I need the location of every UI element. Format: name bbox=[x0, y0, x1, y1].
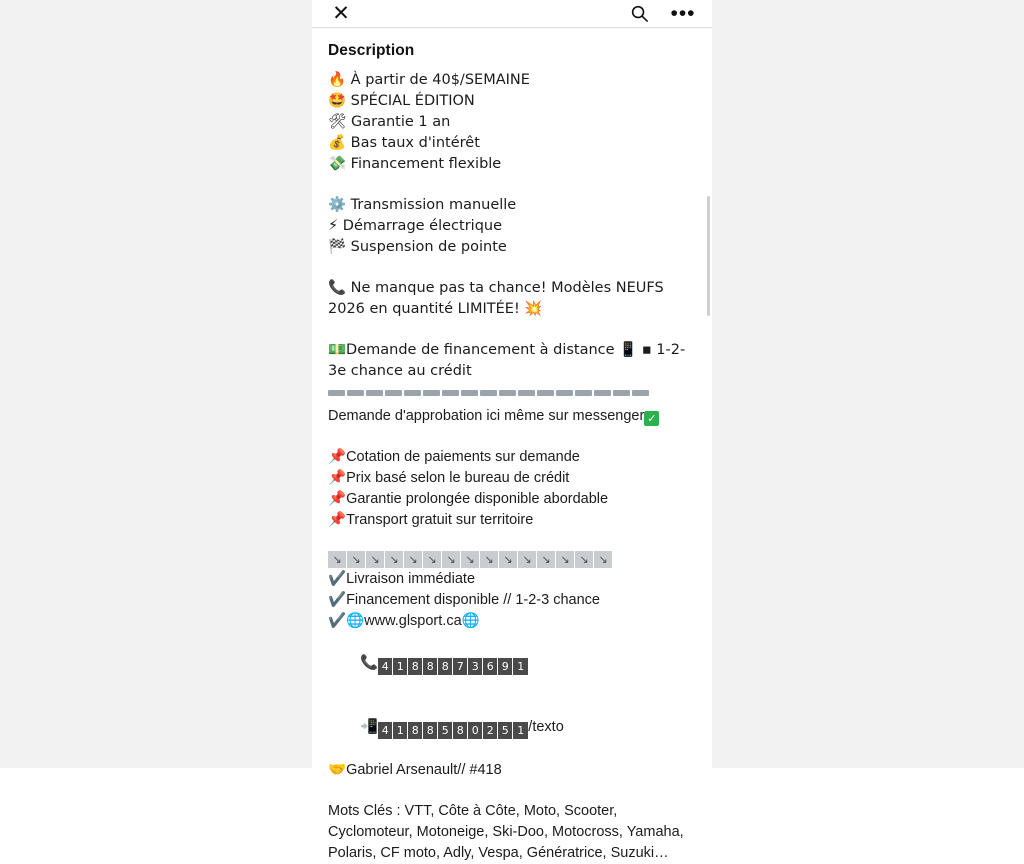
keycap-digit: 1 bbox=[393, 722, 408, 739]
arrow-down-right-icon: ↘ bbox=[575, 551, 593, 568]
keycap-digit: 4 bbox=[378, 722, 393, 739]
spec-line: 🏁 Suspension de pointe bbox=[328, 239, 507, 255]
keycap-digit: 1 bbox=[393, 658, 408, 675]
spec-line: ⚡ Démarrage électrique bbox=[328, 218, 503, 234]
arrow-down-right-icon: ↘ bbox=[556, 551, 574, 568]
bullet-line bbox=[328, 510, 696, 531]
promo-line: 🤩 SPÉCIAL ÉDITION bbox=[328, 93, 475, 109]
promo-line: 🛠 Garantie 1 an bbox=[328, 114, 451, 130]
promo-line: 💰 Bas taux d'intérêt bbox=[328, 135, 480, 151]
arrow-down-right-icon: ↘ bbox=[385, 551, 403, 568]
keycap-digit: 8 bbox=[423, 658, 438, 675]
keycap-digit: 5 bbox=[498, 722, 513, 739]
more-options-icon[interactable] bbox=[670, 1, 696, 27]
description-content bbox=[312, 28, 712, 864]
keycap-digit: 0 bbox=[468, 722, 483, 739]
phone-icon: 📞 bbox=[360, 655, 379, 671]
urgency-text: 📞 Ne manque pas ta chance! Modèles NEUFS 2026 en quantité LIMITÉE! 💥 bbox=[328, 280, 669, 317]
spacer bbox=[328, 531, 696, 551]
globe-icon: 🌐 bbox=[461, 613, 480, 629]
arrow-down-right-icon: ↘ bbox=[499, 551, 517, 568]
messenger-text: Demande d'approbation ici même sur messenger bbox=[328, 408, 645, 424]
arrow-down-right-icon: ↘ bbox=[347, 551, 365, 568]
green-check-icon: ✓ bbox=[644, 411, 659, 426]
financing-text: 💵Demande de financement à distance 📱 ▪ 1-2-3e chance au crédit bbox=[328, 342, 686, 379]
keycap-digit: 3 bbox=[468, 658, 483, 675]
check-mark-icon: ✔️ bbox=[328, 592, 347, 608]
pushpin-icon: 📌 bbox=[328, 449, 347, 465]
bullet-label: Cotation de paiements sur demande bbox=[346, 449, 580, 465]
check-label: Financement disponible // 1-2-3 chance bbox=[346, 592, 600, 608]
keycap-digit: 7 bbox=[453, 658, 468, 675]
promo-line: 💸 Financement flexible bbox=[328, 156, 502, 172]
globe-icon: 🌐 bbox=[346, 613, 365, 629]
phone-secondary-line[interactable] bbox=[328, 696, 696, 760]
pushpin-icon: 📌 bbox=[328, 470, 347, 486]
check-mark-icon: ✔️ bbox=[328, 571, 347, 587]
promo-list bbox=[328, 70, 696, 175]
arrow-down-right-icon: ↘ bbox=[328, 551, 346, 568]
handshake-icon: 🤝 bbox=[328, 762, 347, 778]
check-line bbox=[328, 569, 696, 590]
contact-line bbox=[328, 760, 696, 781]
bullet-list bbox=[328, 447, 696, 531]
keycap-digit: 8 bbox=[453, 722, 468, 739]
keycap-digit: 8 bbox=[423, 722, 438, 739]
spacer bbox=[328, 175, 696, 195]
keycap-digit: 1 bbox=[513, 658, 528, 675]
contact-name: Gabriel Arsenault// #418 bbox=[346, 762, 502, 778]
website-line[interactable] bbox=[328, 611, 696, 632]
keycap-digit: 8 bbox=[408, 722, 423, 739]
promo-line: 🔥 À partir de 40$/SEMAINE bbox=[328, 72, 530, 88]
topbar-right-group bbox=[626, 1, 696, 27]
spec-list bbox=[328, 195, 696, 258]
page-title: Description bbox=[328, 42, 415, 59]
arrow-down-right-icon: ↘ bbox=[423, 551, 441, 568]
spacer bbox=[328, 258, 696, 278]
phone-secondary-keycaps[interactable] bbox=[378, 722, 528, 739]
phone-primary-keycaps[interactable] bbox=[378, 658, 528, 675]
keycap-digit: 8 bbox=[408, 658, 423, 675]
arrow-down-right-icon: ↘ bbox=[366, 551, 384, 568]
search-icon[interactable] bbox=[626, 1, 652, 27]
arrow-down-right-icon: ↘ bbox=[461, 551, 479, 568]
arrow-down-right-icon: ↘ bbox=[442, 551, 460, 568]
keycap-digit: 6 bbox=[483, 658, 498, 675]
keywords-text: Mots Clés : VTT, Côte à Côte, Moto, Scooter, Cyclomoteur, Motoneige, Ski-Doo, Motocross, Yamaha, Polaris, CF moto, Adly, Vespa, Génératrice, Suzuki… bbox=[328, 803, 684, 861]
arrow-down-right-icon: ↘ bbox=[518, 551, 536, 568]
check-mark-icon: ✔️ bbox=[328, 613, 347, 629]
keycap-digit: 5 bbox=[438, 722, 453, 739]
close-glyph: ✕ bbox=[332, 2, 350, 25]
spec-line: ⚙️ Transmission manuelle bbox=[328, 197, 517, 213]
scrollbar[interactable] bbox=[707, 196, 710, 316]
top-bar bbox=[312, 0, 712, 28]
arrow-down-right-icon: ↘ bbox=[404, 551, 422, 568]
more-dots-glyph: ••• bbox=[670, 1, 696, 25]
bullet-label: Garantie prolongée disponible abordable bbox=[346, 491, 609, 507]
spacer bbox=[328, 320, 696, 340]
arrow-down-right-icon: ↘ bbox=[480, 551, 498, 568]
texto-label: /texto bbox=[528, 719, 564, 735]
messenger-line bbox=[328, 406, 696, 427]
keycap-digit: 9 bbox=[498, 658, 513, 675]
bullet-label: Transport gratuit sur territoire bbox=[346, 512, 534, 528]
bullet-line bbox=[328, 468, 696, 489]
keycap-digit: 1 bbox=[513, 722, 528, 739]
listing-panel bbox=[312, 0, 712, 861]
arrow-down-right-icon: ↘ bbox=[594, 551, 612, 568]
pushpin-icon: 📌 bbox=[328, 491, 347, 507]
spacer bbox=[328, 427, 696, 447]
mobile-phone-icon: 📲 bbox=[360, 719, 379, 735]
bullet-label: Prix basé selon le bureau de crédit bbox=[346, 470, 570, 486]
arrow-strip bbox=[328, 551, 696, 568]
spacer bbox=[328, 781, 696, 801]
keycap-digit: 8 bbox=[438, 658, 453, 675]
arrow-down-right-icon: ↘ bbox=[537, 551, 555, 568]
close-icon[interactable] bbox=[328, 1, 354, 27]
keycap-digit: 2 bbox=[483, 722, 498, 739]
website-link[interactable]: www.glsport.ca bbox=[364, 613, 462, 629]
phone-primary-line[interactable] bbox=[328, 632, 696, 696]
pushpin-icon: 📌 bbox=[328, 512, 347, 528]
bullet-line bbox=[328, 489, 696, 510]
keycap-digit: 4 bbox=[378, 658, 393, 675]
check-label: Livraison immédiate bbox=[346, 571, 476, 587]
bullet-line bbox=[328, 447, 696, 468]
bar-divider bbox=[328, 390, 696, 396]
check-line bbox=[328, 590, 696, 611]
